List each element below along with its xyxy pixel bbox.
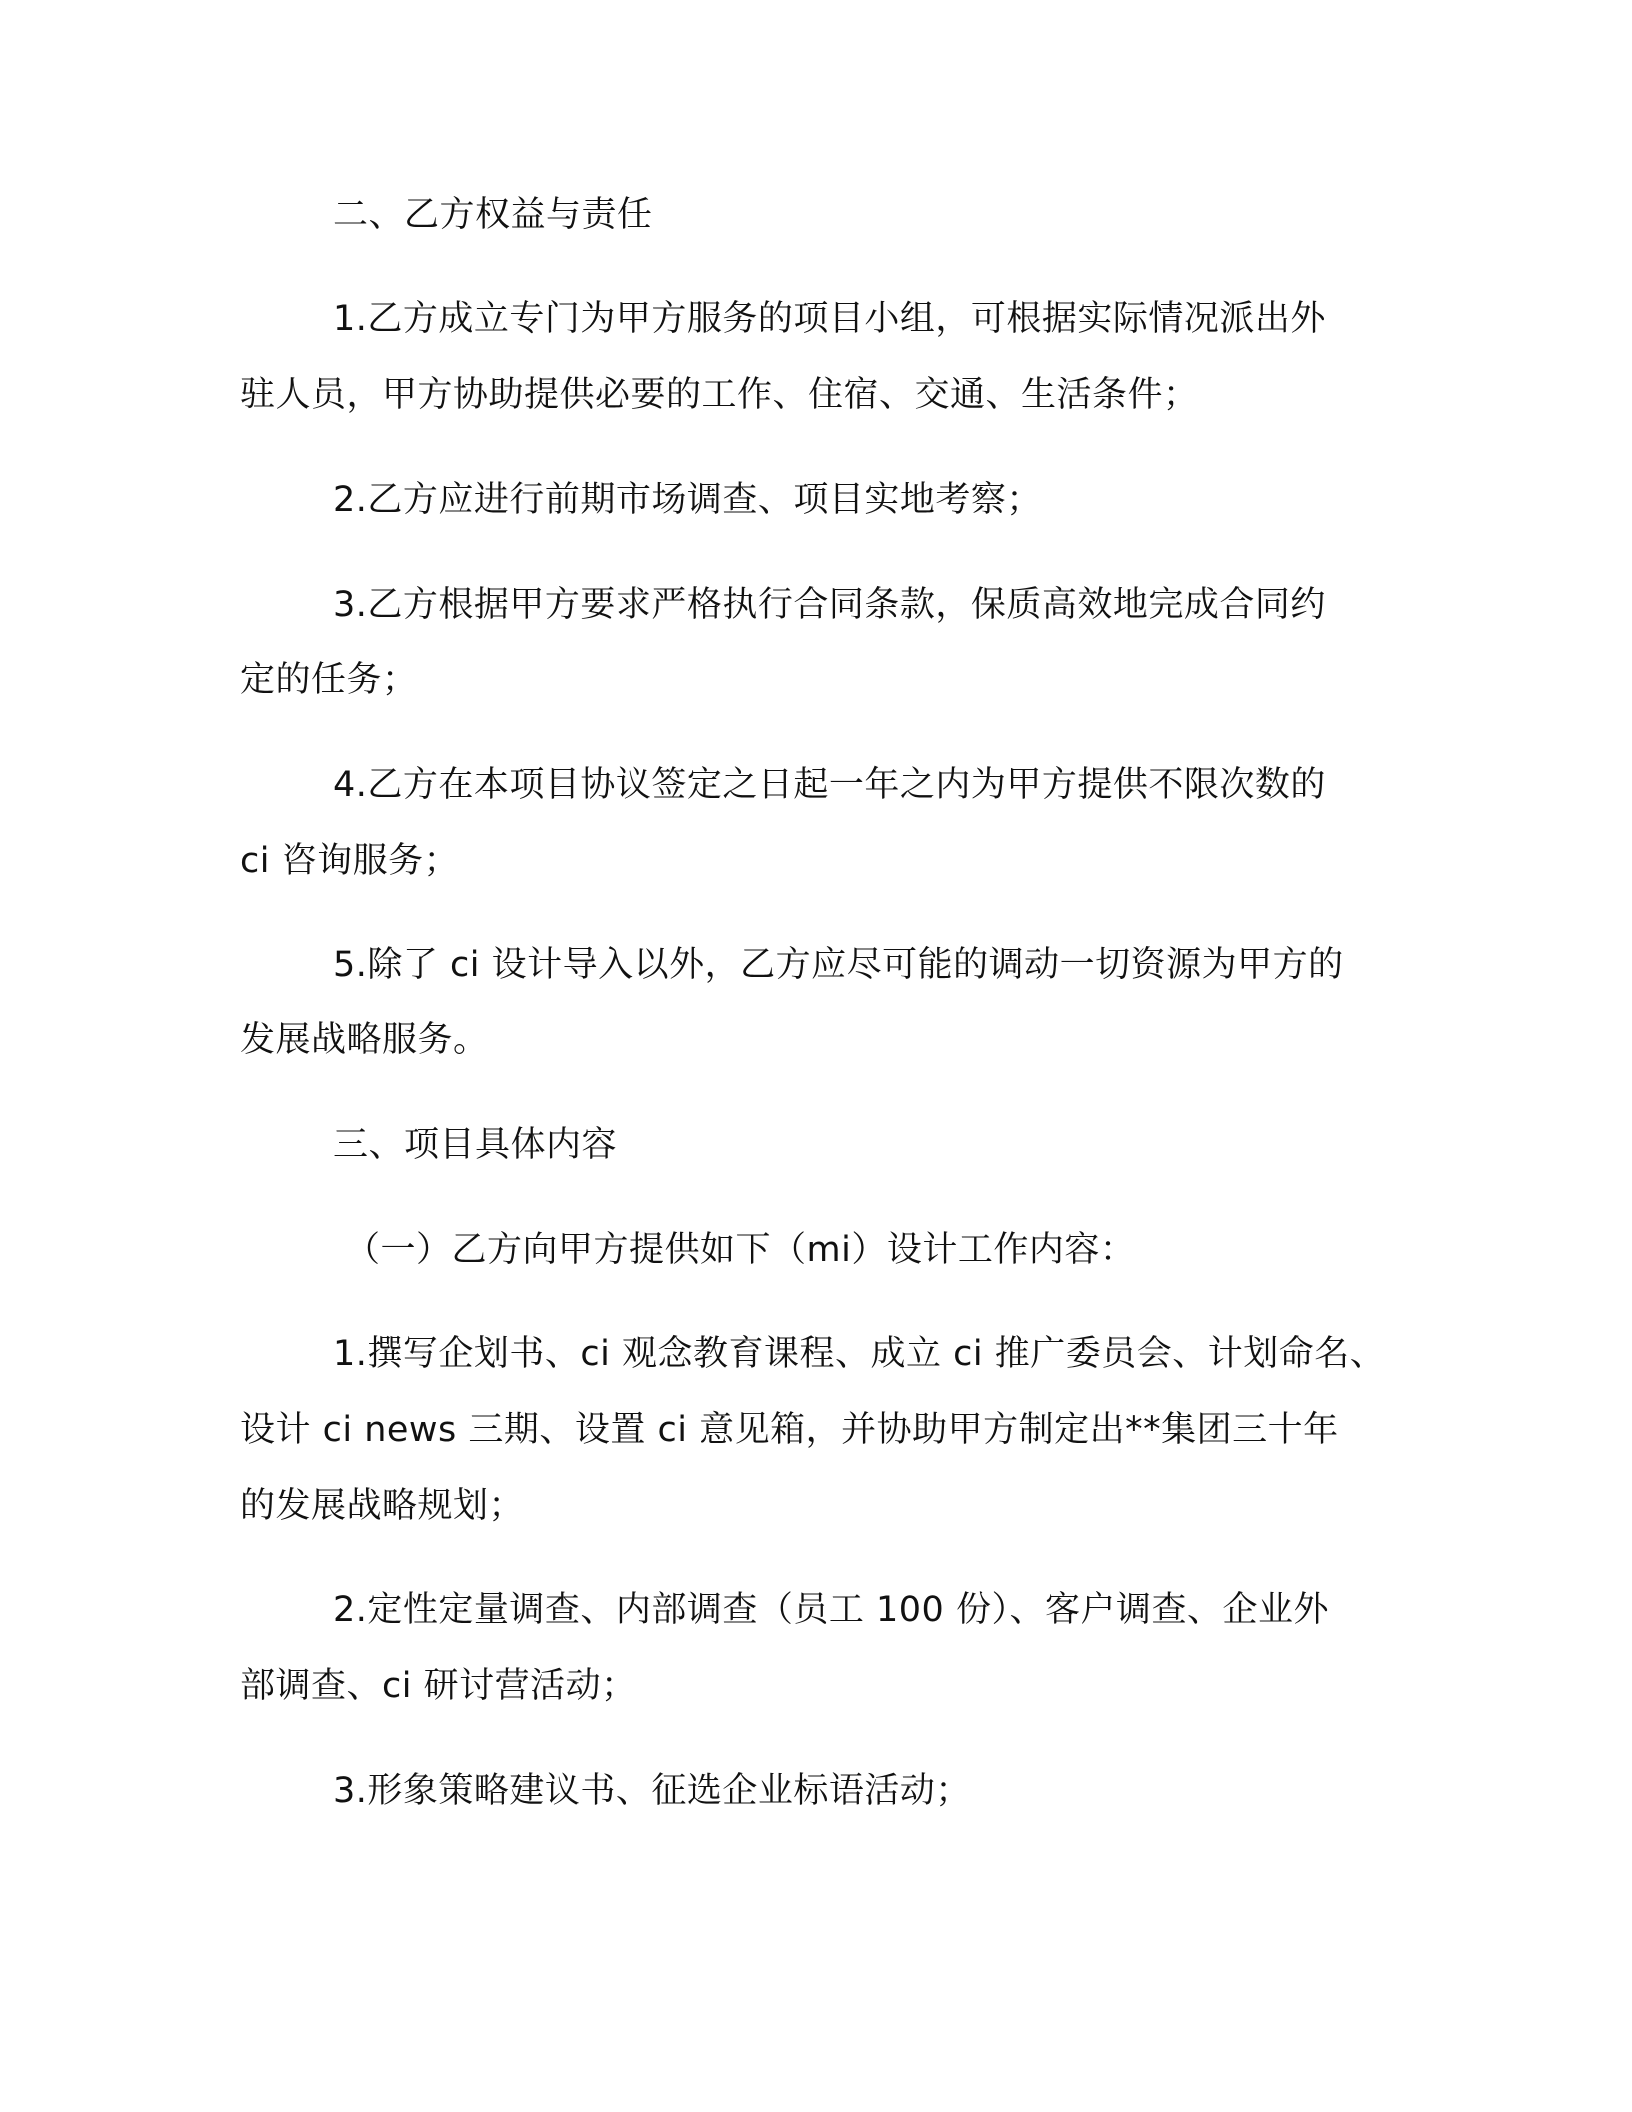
paragraph-3-2-line-2: 部调查、ci 研讨营活动； xyxy=(240,1666,637,1706)
subsection-1-heading: （一）乙方向甲方提供如下（mi）设计工作内容： xyxy=(345,1230,1136,1270)
paragraph-2-3-line-2: 定的任务； xyxy=(240,660,418,700)
paragraph-2-4-line-1: 4.乙方在本项目协议签定之日起一年之内为甲方提供不限次数的 xyxy=(333,765,1326,805)
paragraph-3-1-line-1: 1.撰写企划书、ci 观念教育课程、成立 ci 推广委员会、计划命名、 xyxy=(333,1334,1386,1374)
paragraph-2-2-line-1: 2.乙方应进行前期市场调查、项目实地考察； xyxy=(333,480,1042,520)
paragraph-2-4-line-2: ci 咨询服务； xyxy=(240,841,460,881)
paragraph-2-3-line-1: 3.乙方根据甲方要求严格执行合同条款，保质高效地完成合同约 xyxy=(333,585,1326,625)
section-3-heading: 三、项目具体内容 xyxy=(333,1125,618,1165)
section-2-heading: 二、乙方权益与责任 xyxy=(333,195,653,235)
paragraph-3-1-line-3: 的发展战略规划； xyxy=(240,1486,525,1526)
paragraph-2-5-line-1: 5.除了 ci 设计导入以外，乙方应尽可能的调动一切资源为甲方的 xyxy=(333,945,1344,985)
paragraph-2-5-line-2: 发展战略服务。 xyxy=(240,1020,489,1060)
paragraph-3-2-line-1: 2.定性定量调查、内部调查（员工 100 份）、客户调查、企业外 xyxy=(333,1590,1329,1630)
paragraph-3-3-line-1: 3.形象策略建议书、征选企业标语活动； xyxy=(333,1771,971,1811)
paragraph-2-1-line-1: 1.乙方成立专门为甲方服务的项目小组，可根据实际情况派出外 xyxy=(333,299,1326,339)
paragraph-2-1-line-2: 驻人员，甲方协助提供必要的工作、住宿、交通、生活条件； xyxy=(240,375,1199,415)
paragraph-3-1-line-2: 设计 ci news 三期、设置 ci 意见箱，并协助甲方制定出**集团三十年 xyxy=(240,1410,1339,1450)
